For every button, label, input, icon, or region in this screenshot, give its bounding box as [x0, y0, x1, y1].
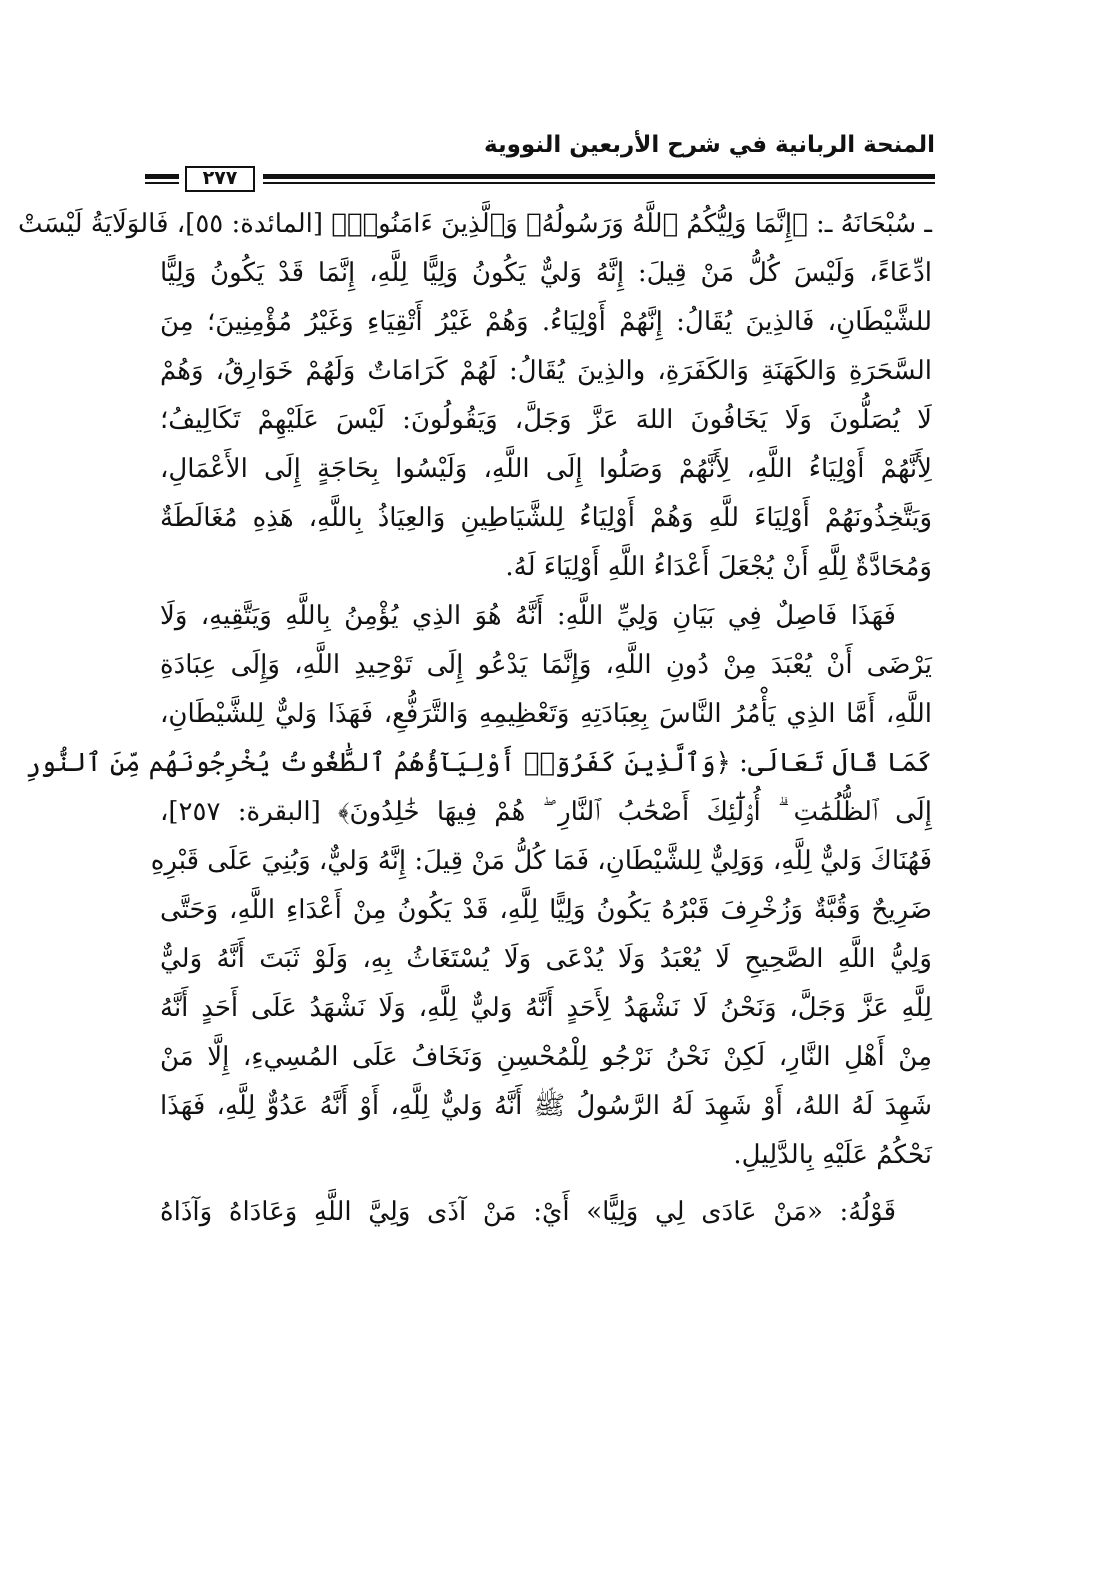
book-title: المنحة الربانية في شرح الأربعين النووية [484, 132, 935, 158]
text-line: فَهَذَا فَاصِلٌ فِي بَيَانِ وَلِيِّ اللَّهِ: أَنَّهُ هُوَ الذِي يُؤْمِنُ بِاللَّهِ وَيَتَّقِيهِ، وَلَا [160, 601, 896, 631]
text-line: وَيَتَّخِذُونَهُمْ أَوْلِيَاءَ للَّهِ وَهُمْ أَوْلِيَاءُ لِلشَّيَاطِينِ وَالعِيَاذُ بِاللَّهِ، هَذِهِ مُغَالَطَةٌ [160, 503, 932, 533]
text-line: نَحْكُمُ عَلَيْهِ بِالدَّلِيلِ. [733, 1140, 932, 1170]
text-line: اللَّهِ، أَمَّا الذِي يَأْمُرُ النَّاسَ بِعِبَادَتِهِ وَتَعْظِيمِهِ وَالتَّرَفُّعِ، فَهَذَا وَليٌّ لِلشَّيْطَانِ، [160, 699, 932, 729]
text-line: ضَرِيحٌ وَقُبَّةٌ وَزُخْرِفَ قَبْرُهُ يَكُونُ وَلِيًّا لِلَّهِ، قَدْ يَكُونُ مِنْ أَعْدَاءِ اللَّهِ، وَحَتَّى [160, 895, 932, 925]
text-line: لِأَنَّهُمْ أَوْلِيَاءُ اللَّهِ، لِأَنَّهُمْ وَصَلُوا إِلَى اللَّهِ، وَلَيْسُوا بِحَاجَةٍ إِلَى الأَعْمَالِ، [160, 454, 932, 484]
text-line: وَلِيُّ اللَّهِ الصَّحِيحِ لَا يُعْبَدُ وَلَا يُدْعَى وَلَا يُسْتَغَاثُ بِهِ، وَلَوْ ثَبَتَ أَنَّهُ وَليٌّ [160, 944, 932, 974]
text-line: السَّحَرَةِ وَالكَهَنَةِ وَالكَفَرَةِ، والذِينَ يُقَالُ: لَهُمْ كَرَامَاتٌ وَلَهُمْ خَوَارِقُ، وَهُمْ [160, 356, 932, 386]
body-text [18, 200, 932, 1237]
running-header [145, 128, 935, 198]
text-line: فَهُنَاكَ وَليٌّ لِلَّهِ، وَوَلِيٌّ لِلشَّيْطَانِ، فَمَا كُلُّ مَنْ قِيلَ: إِنَّهُ وَليٌّ، وَبُنِيَ عَلَى قَبْرِهِ [150, 846, 932, 876]
header-rule-short [145, 174, 179, 185]
text-line: ـ سُبْحَانَهُ ـ: ﴿إِنَّمَا وَلِيُّكُمُ ٱللَّهُ وَرَسُولُهُۥ وَٱلَّذِينَ ءَامَنُوا۟﴾ [المائدة: ٥٥]، فَالوَلَايَةُ لَيْسَتْ [18, 209, 932, 239]
text-line: لَا يُصَلُّونَ وَلَا يَخَافُونَ اللهَ عَزَّ وَجَلَّ، وَيَقُولُونَ: لَيْسَ عَلَيْهِمْ تَكَالِيفُ؛ [160, 405, 932, 435]
text-line: مِنْ أَهْلِ النَّارِ، لَكِنْ نَحْنُ نَرْجُو لِلْمُحْسِنِ وَنَخَافُ عَلَى المُسِيءِ، إِلَّا مَنْ [160, 1042, 932, 1072]
text-line: إِلَى ٱلظُّلُمَٰتِ ۗ أُو۟لَٰٓئِكَ أَصْحَٰبُ ٱلنَّارِ ۖ هُمْ فِيهَا خَٰلِدُونَ﴾ [البقرة: ٢٥٧]، [160, 797, 932, 827]
header-rule-row [145, 166, 935, 194]
text-line: للشَّيْطَانِ، فَالذِينَ يُقَالُ: إِنَّهُمْ أَوْلِيَاءُ. وَهُمْ غَيْرُ أَتْقِيَاءِ وَغَيْرُ مُؤْمِنِينَ؛ مِنَ [160, 307, 932, 337]
text-line: وَمُحَادَّةٌ لِلَّهِ أَنْ يُجْعَلَ أَعْدَاءُ اللَّهِ أَوْلِيَاءَ لَهُ. [505, 552, 932, 582]
text-line: شَهِدَ لَهُ اللهُ، أَوْ شَهِدَ لَهُ الرَّسُولُ ﷺ أَنَّهُ وَليٌّ لِلَّهِ، أَوْ أَنَّهُ عَدُوٌّ لِلَّهِ، فَهَذَا [160, 1091, 932, 1121]
text-line: يَرْضَى أَنْ يُعْبَدَ مِنْ دُونِ اللَّهِ، وَإِنَّمَا يَدْعُو إِلَى تَوْحِيدِ اللَّهِ، وَإِلَى عِبَادَةِ [160, 650, 932, 680]
text-line: كَمَا قَالَ تَعَالَى: ﴿وَٱلَّذِينَ كَفَرُوٓا۟ أَوْلِيَآؤُهُمُ ٱلطَّٰغُوتُ يُخْرِجُونَهُم مِّنَ ٱلنُّورِ [25, 748, 932, 778]
text-line: لِلَّهِ عَزَّ وَجَلَّ، وَنَحْنُ لَا نَشْهَدُ لِأَحَدٍ أَنَّهُ وَليٌّ لِلَّهِ، وَلَا نَشْهَدُ عَلَى أَحَدٍ أَنَّهُ [160, 993, 932, 1023]
text-line: قَوْلُهُ: «مَنْ عَادَى لِي وَلِيًّا» أَيْ: مَنْ آذَى وَلِيَّ اللَّهِ وَعَادَاهُ وَآذَاهُ [160, 1197, 896, 1227]
text-line: ادِّعَاءً، وَلَيْسَ كُلُّ مَنْ قِيلَ: إِنَّهُ وَليٌّ يَكُونُ وَلِيًّا لِلَّهِ، إِنَّمَا قَدْ يَكُونُ وَلِيًّا [160, 258, 932, 288]
header-rule-long [263, 174, 935, 185]
page-number: ٢٧٧ [185, 166, 255, 192]
